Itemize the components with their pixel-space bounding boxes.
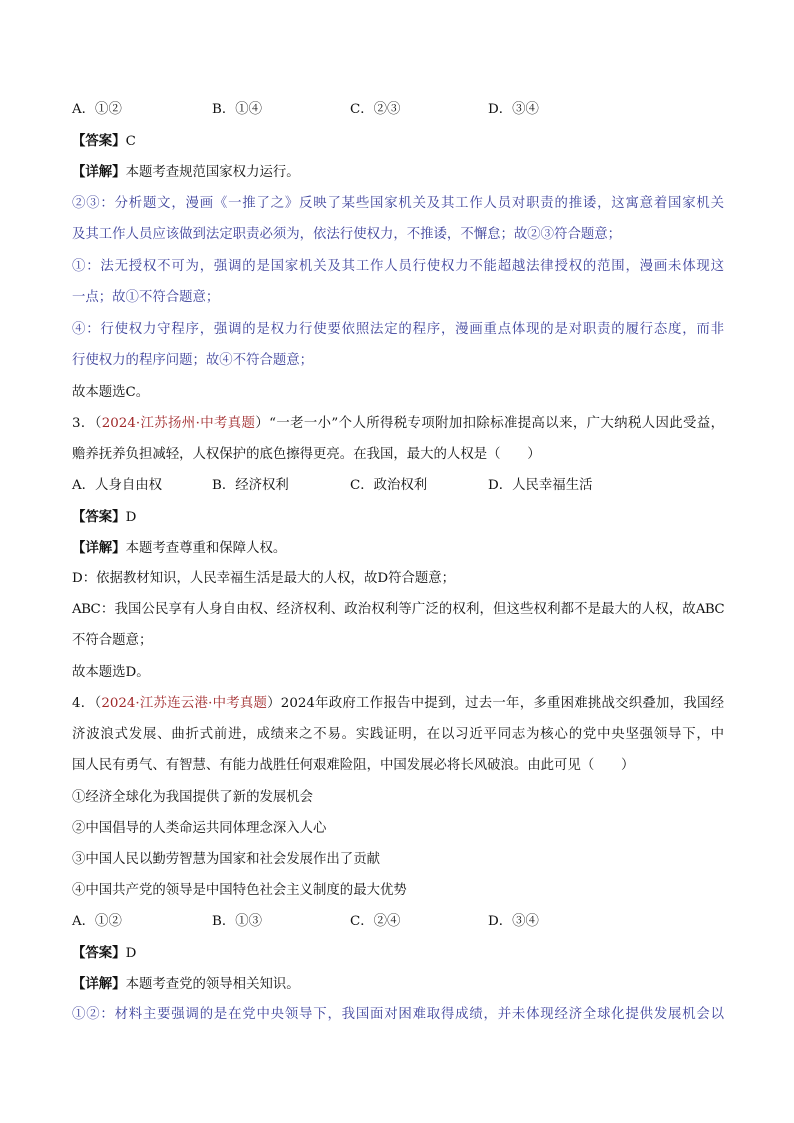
q2-analysis-line: 行使权力的程序问题；故④不符合题意； (72, 353, 314, 368)
q4-source-tag: 2024·江苏连云港·中考真题 (101, 696, 268, 711)
q4-detail (72, 976, 724, 993)
q3-number: 3．（ (72, 416, 102, 431)
q2-answer-label: 【答案】 (72, 133, 126, 149)
q4-stem-line: 国人民有勇气、有智慧、有能力战胜任何艰难险阻，中国发展必将长风破浪。由此可见（ ） (72, 758, 635, 773)
q3-answer-value: D (125, 510, 137, 525)
q4-stem-line (72, 696, 724, 712)
q4-statement: ②中国倡导的人类命运共同体理念深入人心 (72, 821, 327, 836)
q3-analysis-line: D：依据教材知识，人民幸福生活是最大的人权，故D符合题意； (72, 571, 456, 586)
q2-answer-value: C (125, 134, 136, 149)
q2-analysis-line: ②③：分析题文，漫画《一推了之》反映了某些国家机关及其工作人员对职责的推诿，这寓意着国家机关 (72, 196, 724, 211)
q2-conclusion: 故本题选C。 (72, 385, 150, 400)
q2-option-b: B．①④ (212, 102, 263, 117)
q3-detail (72, 540, 724, 557)
q3-analysis-line: ABC：我国公民享有人身自由权、经济权利、政治权利等广泛的权利，但这些权利都不是最大的人权，故ABC (72, 602, 724, 617)
q2-analysis-line: 一点；故①不符合题意； (72, 290, 220, 305)
q3-option-a: A．人身自由权 (72, 478, 163, 493)
q3-analysis-line: 不符合题意； (72, 633, 153, 648)
q3-source-tag: 2024·江苏扬州·中考真题 (101, 416, 256, 431)
q4-number: 4．（ (72, 696, 102, 711)
q4-detail-label: 【详解】 (72, 976, 126, 992)
q4-answer-label: 【答案】 (72, 945, 126, 961)
q4-answer-value: D (125, 946, 137, 961)
q2-option-c: C．②③ (350, 102, 401, 117)
q4-option-c: C．②④ (350, 914, 401, 929)
q3-conclusion: 故本题选D。 (72, 665, 150, 680)
q2-answer (72, 133, 724, 150)
q4-stem-text: ）2024年政府工作报告中提到，过去一年，多重困难挑战交织叠加，我国经 (267, 696, 724, 711)
q3-answer (72, 509, 724, 526)
q3-stem-line: 赡养抚养负担减轻，人权保护的底色擦得更亮。在我国，最大的人权是（ ） (72, 447, 541, 462)
q4-stem-line: 济波浪式发展、曲折式前进，成绩来之不易。实践证明，在以习近平同志为核心的党中央坚强领导下，中 (72, 727, 724, 742)
q3-answer-label: 【答案】 (72, 509, 126, 525)
q4-option-d: D．③④ (488, 914, 539, 929)
q3-option-c: C．政治权利 (350, 478, 428, 493)
q2-detail-label: 【详解】 (72, 164, 126, 180)
q2-detail-text: 本题考查规范国家权力运行。 (125, 165, 300, 180)
q4-option-b: B．①③ (212, 914, 263, 929)
q2-option-d: D．③④ (488, 102, 539, 117)
q4-detail-text: 本题考查党的领导相关知识。 (125, 977, 300, 992)
q4-analysis-line: ①②：材料主要强调的是在党中央领导下，我国面对困难取得成绩，并未体现经济全球化提供发展机会以 (72, 1007, 724, 1022)
q4-statement: ④中国共产党的领导是中国特色社会主义制度的最大优势 (72, 883, 407, 898)
q3-detail-label: 【详解】 (72, 540, 126, 556)
q2-analysis-line: ④：行使权力守程序，强调的是权力行使要依照法定的程序，漫画重点体现的是对职责的履行态度，而非 (72, 322, 724, 337)
q4-answer (72, 945, 724, 962)
q3-option-b: B．经济权利 (212, 478, 289, 493)
q4-statement: ①经济全球化为我国提供了新的发展机会 (72, 790, 314, 805)
q3-stem-text: ）“一老一小”个人所得税专项附加扣除标准提高以来，广大纳税人因此受益， (255, 416, 724, 431)
q2-detail (72, 164, 724, 181)
q2-analysis-line: ①：法无授权不可为，强调的是国家机关及其工作人员行使权力不能超越法律授权的范围，漫画未体现这 (72, 259, 724, 274)
q4-option-a: A．①② (72, 914, 122, 929)
q3-option-d: D．人民幸福生活 (488, 478, 593, 493)
q3-stem-line (72, 416, 724, 432)
q4-statement: ③中国人民以勤劳智慧为国家和社会发展作出了贡献 (72, 852, 380, 867)
q2-option-a: A．①② (72, 102, 122, 117)
q3-detail-text: 本题考查尊重和保障人权。 (125, 541, 287, 556)
q2-analysis-line: 及其工作人员应该做到法定职责必须为，依法行使权力，不推诿，不懈怠；故②③符合题意； (72, 227, 622, 242)
